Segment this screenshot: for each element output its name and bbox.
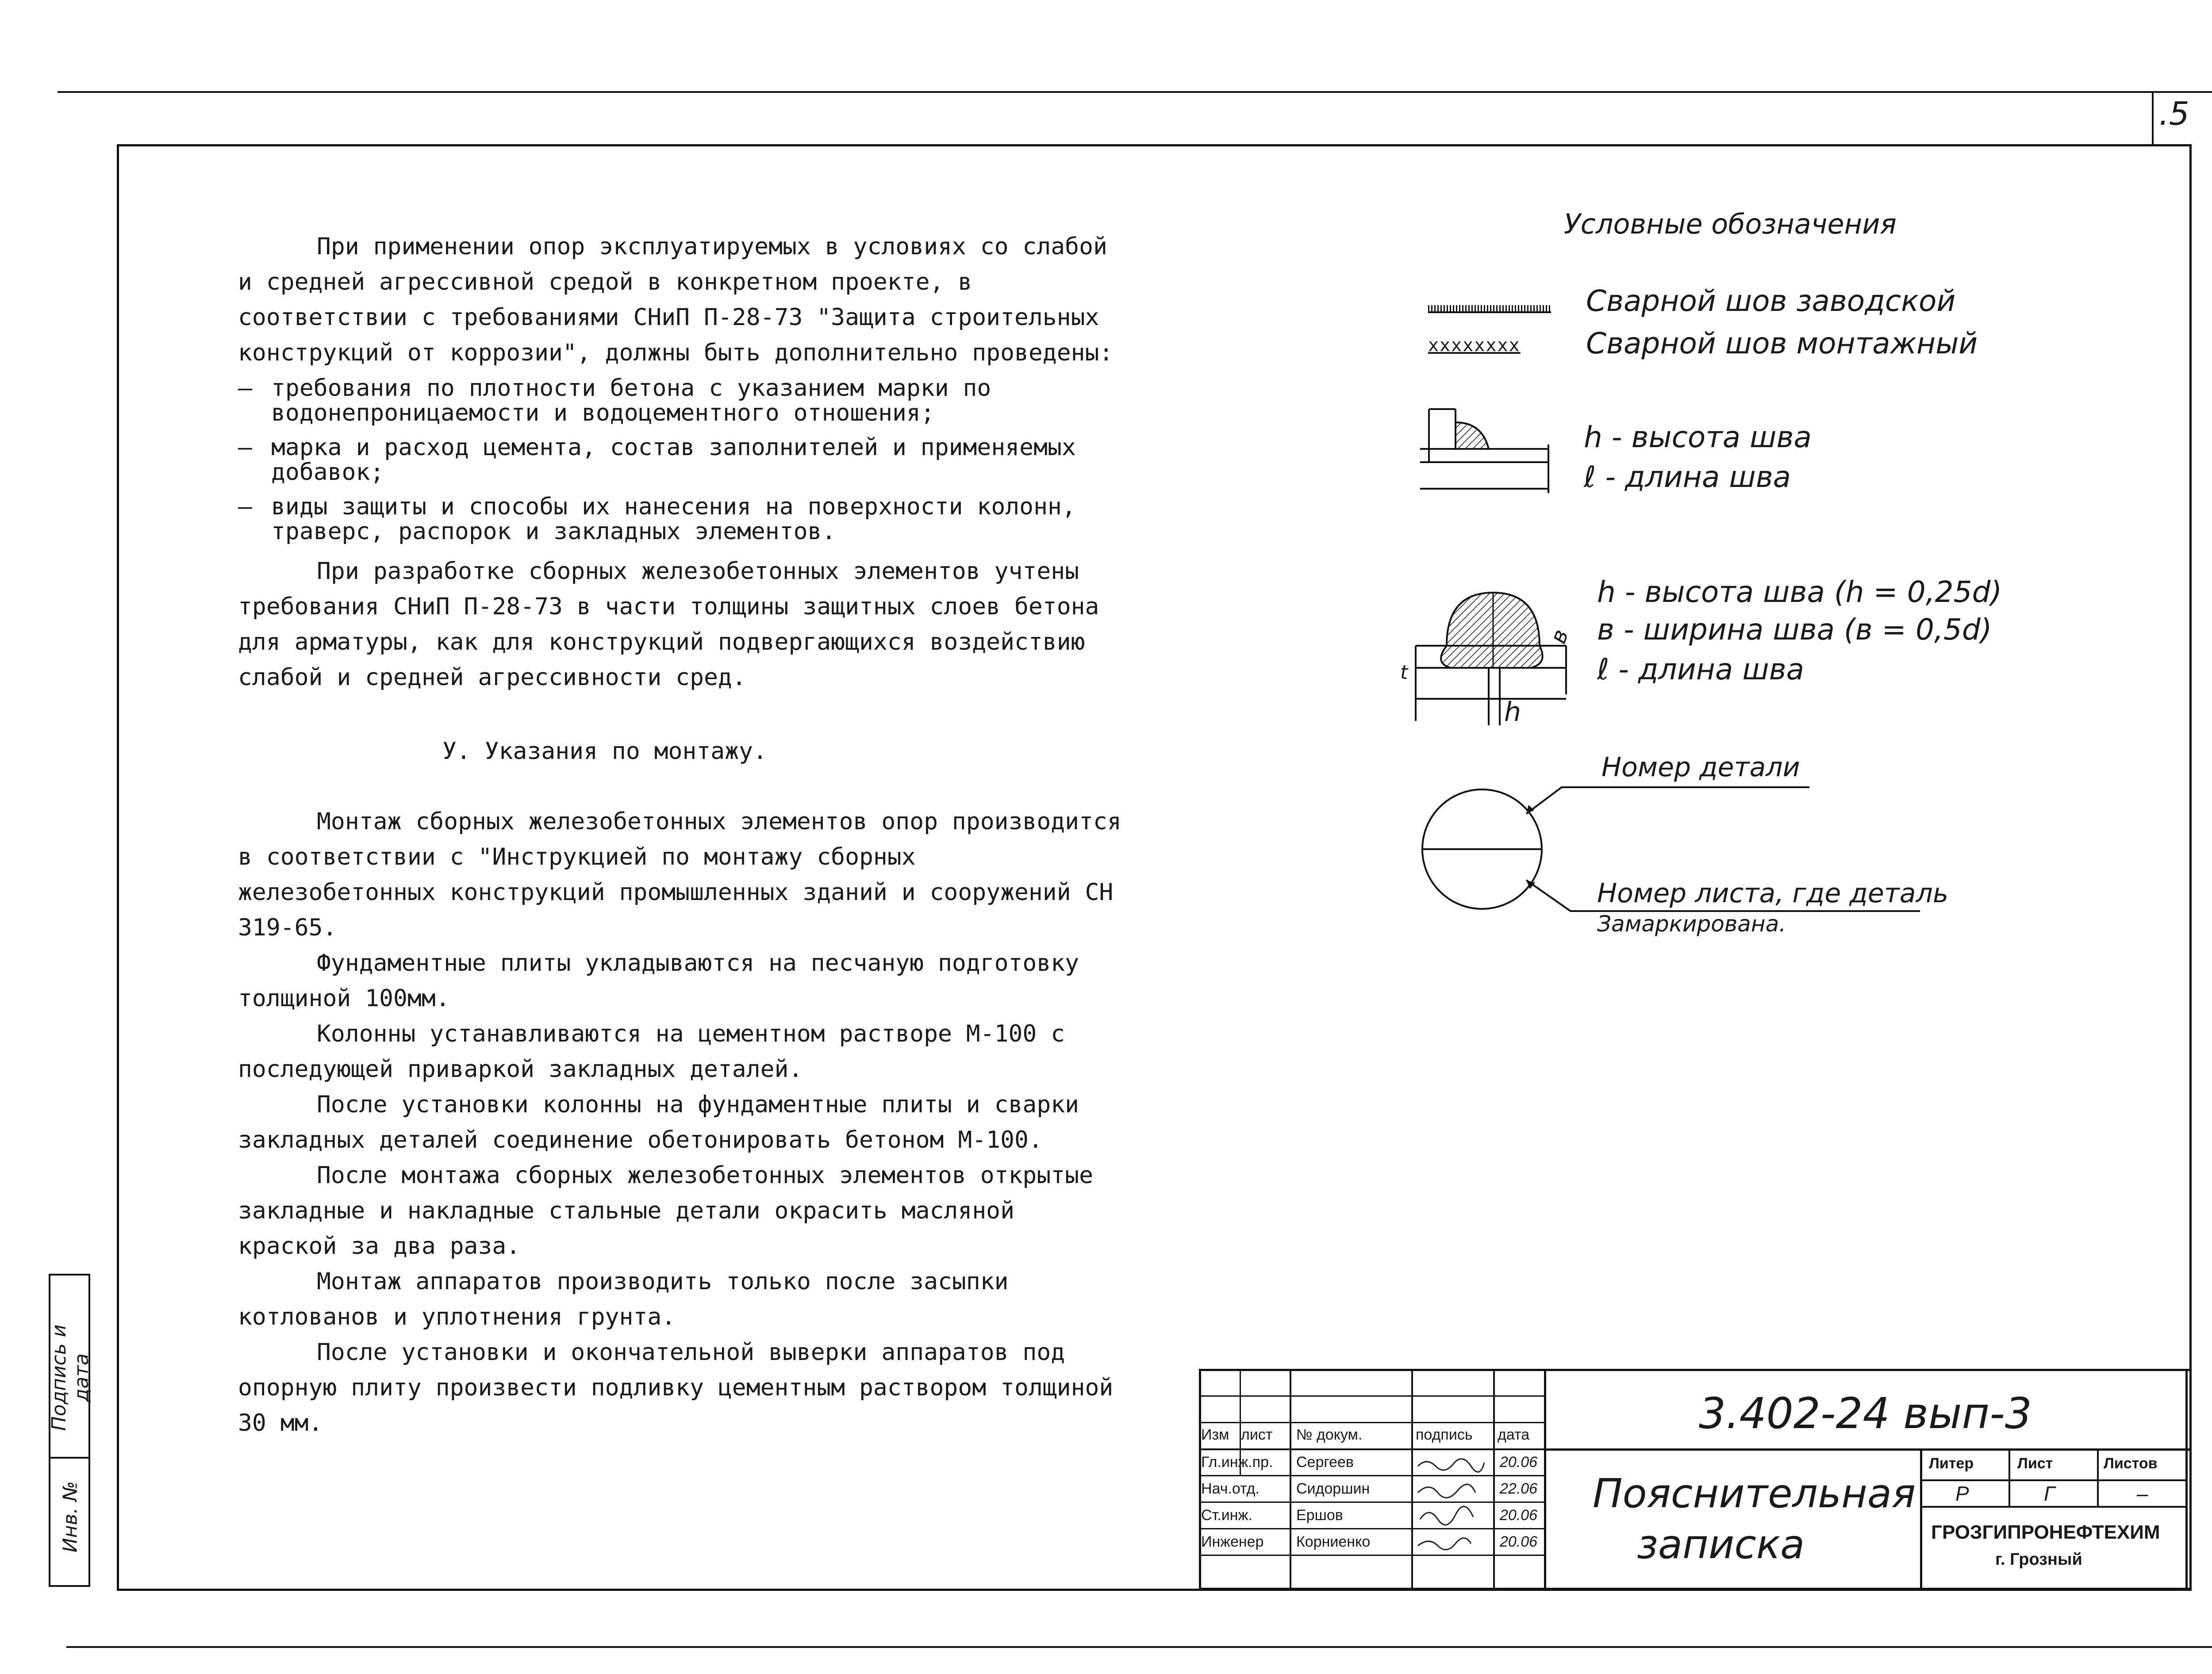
sheet-marked-label-2: Замаркирована.	[1597, 911, 1786, 937]
sheets-value: –	[2137, 1482, 2148, 1505]
weld-site-label: Сварной шов монтажный	[1586, 326, 1978, 360]
intro-text	[238, 229, 1123, 695]
sheet-number: .5	[2159, 95, 2189, 132]
sign-date-label: Подпись и дата	[48, 1324, 93, 1431]
butt-dim-b: в	[1545, 626, 1574, 647]
signature-4	[1418, 1538, 1471, 1550]
row-name-4: Корниенко	[1296, 1533, 1371, 1550]
intro-para2: При разработке сборных железобетонных элементов учтены требования СНиП П-28-73 в части толщины защитных слоев бетона для арматуры, как для конструкций подвергающихся воздействию слабой и средней агрессивности сред.	[238, 558, 1099, 691]
fillet-weld-shape	[1455, 422, 1489, 449]
intro-bullet-3: – виды защиты и способы их нанесения на поверхности колонн, траверс, распорок и закладных элементов.	[238, 493, 1076, 545]
doc-title-line2: записка	[1637, 1521, 1805, 1568]
intro-bullet-1: – требования по плотности бетона с указанием марки по водонепроницаемости и водоцементного отношения;	[238, 375, 991, 426]
side-stamp	[48, 1274, 93, 1587]
section-para-5: После монтажа сборных железобетонных элементов открытые закладные и накладные стальные детали окрасить масляной краской за два раза.	[238, 1162, 1093, 1260]
signature-2	[1418, 1484, 1475, 1498]
signature-3	[1420, 1506, 1473, 1525]
intro-para1: При применении опор эксплуатируемых в условиях со слабой и средней агрессивной средой в конкретном проекте, в соответствии с требованиями СНиП П-28-73 "Защита строительных конструкций от коррозии", должны быть дополнительно проведены:	[238, 233, 1114, 366]
section-para-1: Монтаж сборных железобетонных элементов опор производится в соответствии с "Инструкцией по монтажу сборных железобетонных конструкций промышленных зданий и сооружений СН 319-65.	[238, 808, 1121, 941]
row-role-3: Ст.инж.	[1201, 1507, 1252, 1524]
butt-b-label: в - ширина шва (в = 0,5d)	[1597, 613, 1992, 647]
header-sign: подпись	[1416, 1426, 1473, 1443]
doc-title-line1: Пояснительная	[1593, 1471, 1916, 1517]
detail-number-label: Номер детали	[1601, 752, 1800, 783]
butt-h-label: h - высота шва (h = 0,25d)	[1597, 575, 2002, 609]
legend-title: Условные обозначения	[1564, 208, 1897, 240]
row-name-1: Сергеев	[1296, 1454, 1354, 1471]
row-name-2: Сидоршин	[1296, 1480, 1370, 1497]
section-title: У. Указания по монтажу.	[442, 738, 767, 765]
row-date-1: 20.06	[1500, 1454, 1538, 1471]
litera-value: Р	[1955, 1482, 1969, 1505]
intro-bullet-2: – марка и расход цемента, состав заполнителей и применяемых добавок;	[238, 434, 1076, 486]
header-date: дата	[1498, 1426, 1530, 1443]
row-role-4: Инженер	[1201, 1533, 1264, 1550]
sheet-box-left	[2152, 91, 2154, 144]
detail-number-leader	[1526, 787, 1809, 814]
header-list: лист	[1241, 1426, 1273, 1443]
signature-1	[1418, 1459, 1484, 1472]
section-text	[238, 804, 1123, 1441]
sheet-marked-label-1: Номер листа, где деталь	[1597, 878, 1949, 909]
header-doc: № докум.	[1296, 1426, 1363, 1443]
frame-left	[117, 144, 119, 1590]
row-date-4: 20.06	[1500, 1533, 1538, 1550]
butt-weld-sketch	[1398, 579, 1584, 739]
frame-top	[117, 144, 2192, 146]
org-name: ГРОЗГИПРОНЕФТЕХИМ	[1931, 1521, 2160, 1543]
row-date-2: 22.06	[1500, 1480, 1538, 1497]
org-city: г. Грозный	[1995, 1550, 2082, 1569]
butt-weld-root	[1441, 646, 1543, 668]
section-para-2: Фундаментные плиты укладываются на песчаную подготовку толщиной 100мм.	[238, 950, 1079, 1012]
row-date-3: 20.06	[1500, 1507, 1538, 1524]
row-role-2: Нач.отд.	[1201, 1480, 1260, 1497]
fillet-l-label: ℓ - длина шва	[1584, 460, 1791, 494]
inv-label: Инв. №	[59, 1481, 82, 1553]
doc-code: 3.402-24 вып-3	[1699, 1389, 2032, 1438]
butt-l-label: ℓ - длина шва	[1597, 652, 1805, 686]
row-name-3: Ершов	[1296, 1507, 1343, 1524]
butt-dim-t: t	[1400, 661, 1408, 684]
section-para-4: После установки колонны на фундаментные плиты и сварки закладных деталей соединение обетонировать бетоном М-100.	[238, 1091, 1079, 1153]
section-para-6: Монтаж аппаратов производить только после засыпки котлованов и уплотнения грунта.	[238, 1268, 1009, 1330]
top-rule	[58, 91, 2212, 93]
weld-site-symbol: xxxxxxxx	[1428, 335, 1521, 356]
section-para-7: После установки и окончательной выверки аппаратов под опорную плиту произвести подливку цементным раствором толщиной 30 мм.	[238, 1339, 1114, 1436]
butt-dim-h: h	[1504, 697, 1521, 728]
sheet-value: Г	[2044, 1482, 2055, 1505]
title-block	[1199, 1369, 2190, 1590]
sheets-label: Листов	[2104, 1455, 2158, 1472]
fillet-h-label: h - высота шва	[1584, 420, 1812, 454]
litera-label: Литер	[1929, 1455, 1974, 1472]
bottom-rule	[66, 1646, 2212, 1648]
signatures	[1413, 1451, 1491, 1557]
sheet-label: Лист	[2017, 1455, 2053, 1472]
weld-factory-label: Сварной шов заводской	[1586, 284, 1956, 318]
section-para-3: Колонны устанавливаются на цементном растворе М-100 с последующей приваркой закладных деталей.	[238, 1020, 1065, 1083]
fillet-weld-sketch	[1416, 400, 1584, 506]
header-izm: Изм	[1201, 1426, 1229, 1443]
weld-factory-symbol	[1428, 305, 1551, 313]
row-role-1: Гл.инж.пр.	[1201, 1454, 1273, 1471]
